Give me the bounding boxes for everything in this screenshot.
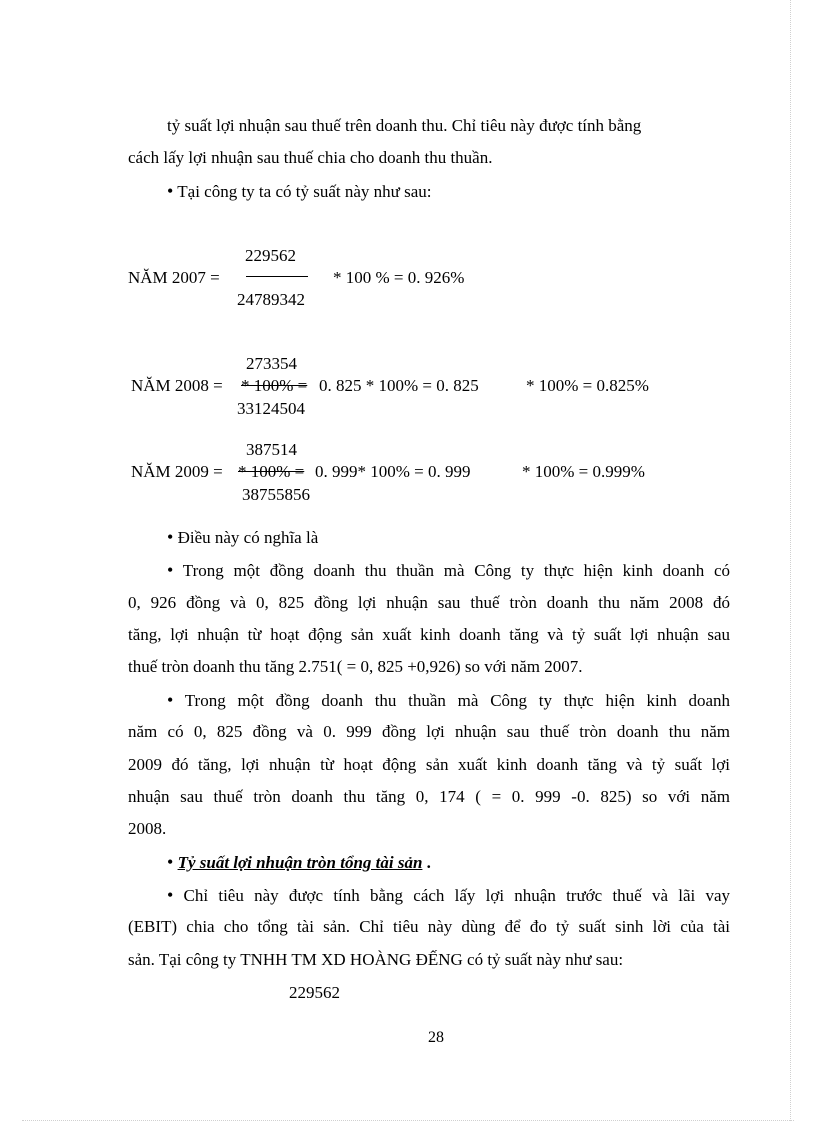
formula-2008-numerator: 273354	[246, 354, 297, 373]
formula-2008-struck: * 100% =	[241, 376, 308, 395]
heading-term: Tỷ suất lợi nhuận tròn tổng tài sản	[177, 853, 423, 872]
formula-2008-middle: 0. 825 * 100% = 0. 825	[319, 376, 479, 395]
page-right-border	[790, 0, 791, 1121]
paragraph-line: cách lấy lợi nhuận sau thuế chia cho doanh thu thuần.	[128, 148, 493, 167]
bullet-item	[167, 886, 730, 904]
paragraph-line: tăng, lợi nhuận từ hoạt động sản xuất kinh doanh tăng và tỷ suất lợi nhuận sau	[128, 625, 730, 644]
bullet-icon	[167, 886, 173, 905]
paragraph-line: nhuận sau thuế tròn doanh thu tăng 0, 174 ( = 0. 999 -0. 825) so với năm	[128, 787, 730, 806]
fraction-bar	[246, 276, 308, 277]
formula-2009-struck: * 100% =	[238, 462, 305, 481]
formula-2008-label: NĂM 2008 =	[131, 376, 223, 395]
page-bottom-border	[22, 1120, 794, 1121]
bullet-item	[167, 561, 730, 579]
formula-2008-result: * 100% = 0.825%	[526, 376, 649, 395]
paragraph-line: tỷ suất lợi nhuận sau thuế trên doanh thu. Chỉ tiêu này được tính bằng	[167, 116, 642, 135]
bullet-item	[167, 528, 318, 546]
bullet-text: Điều này có nghĩa là	[177, 528, 319, 547]
bullet-icon	[167, 853, 173, 872]
page-number: 28	[428, 1029, 444, 1046]
paragraph-line: năm có 0, 825 đồng và 0. 999 đồng lợi nhuận sau thuế tròn doanh thu năm	[128, 722, 730, 741]
bullet-text: Tại công ty ta có tỷ suất này như sau:	[177, 182, 432, 201]
paragraph-line: thuế tròn doanh thu tăng 2.751( = 0, 825 +0,926) so với năm 2007.	[128, 657, 583, 676]
paragraph-line: 2009 đó tăng, lợi nhuận từ hoạt động sản xuất kinh doanh tăng và tỷ suất lợi	[128, 755, 730, 774]
bullet-text: Trong một đồng doanh thu thuần mà Công ty thực hiện kinh doanh	[184, 691, 731, 710]
heading-tail: .	[422, 853, 431, 872]
bullet-text: Chỉ tiêu này được tính bằng cách lấy lợi nhuận trước thuế và lãi vay	[183, 886, 730, 905]
formula-2009-label: NĂM 2009 =	[131, 462, 223, 481]
bullet-icon	[167, 561, 173, 580]
formula-2009-result: * 100% = 0.999%	[522, 462, 645, 481]
formula-2009-middle: 0. 999* 100% = 0. 999	[315, 462, 471, 481]
bullet-item	[167, 691, 730, 709]
formula-2009-numerator: 387514	[246, 440, 297, 459]
formula-2007-numerator: 229562	[245, 246, 296, 265]
formula-2007-label: NĂM 2007 =	[128, 268, 220, 287]
trailing-number: 229562	[289, 983, 340, 1002]
formula-2007-denominator: 24789342	[237, 290, 305, 309]
section-heading	[167, 853, 431, 871]
bullet-icon	[167, 528, 173, 547]
bullet-icon	[167, 182, 173, 201]
bullet-item	[167, 182, 432, 200]
formula-2008-denominator: 33124504	[237, 399, 305, 418]
formula-2009-denominator: 38755856	[242, 485, 310, 504]
paragraph-line: 2008.	[128, 819, 167, 838]
paragraph-line: sản. Tại công ty TNHH TM XD HOÀNG ĐẾNG có tỷ suất này như sau:	[128, 950, 624, 969]
formula-2007-result: * 100 % = 0. 926%	[333, 268, 465, 287]
bullet-icon	[167, 691, 173, 710]
paragraph-line: (EBIT) chia cho tổng tài sản. Chỉ tiêu này dùng để đo tỷ suất sinh lời của tài	[128, 917, 730, 936]
bullet-text: Trong một đồng doanh thu thuần mà Công ty thực hiện kinh doanh có	[182, 561, 731, 580]
paragraph-line: 0, 926 đồng và 0, 825 đồng lợi nhuận sau thuế tròn doanh thu năm 2008 đó	[128, 593, 730, 612]
